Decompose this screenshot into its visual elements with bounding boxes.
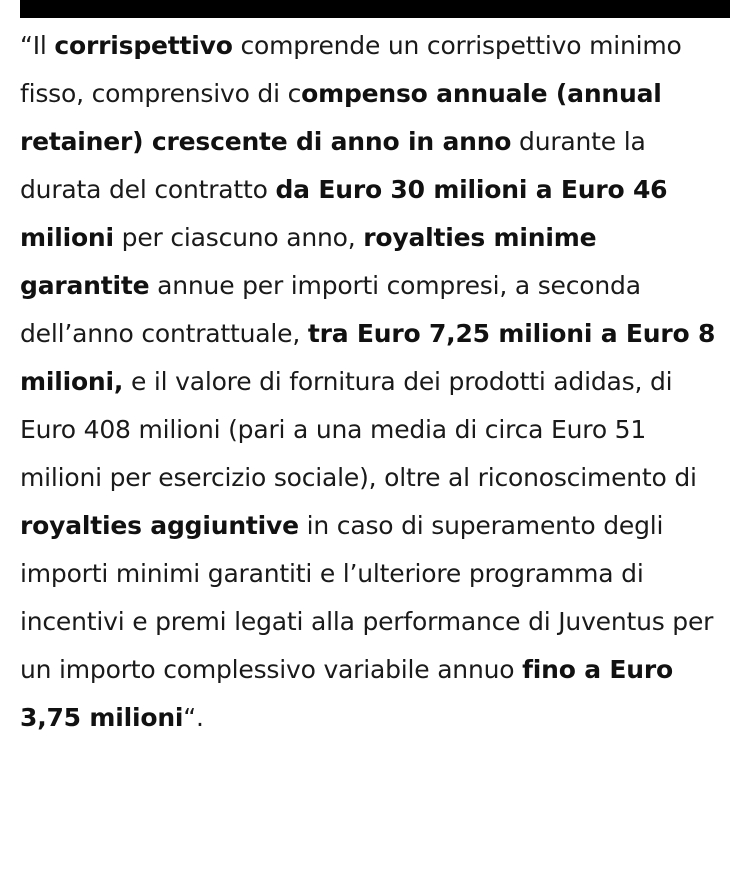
- quote-bold-segment: royalties aggiuntive: [20, 511, 299, 540]
- quote-text-segment: e il valore di fornitura dei prodotti adidas, di Euro 408 milioni (pari a una media di circa Euro 51 milioni per esercizio sociale), oltre al riconoscimento di: [20, 367, 697, 492]
- top-black-bar: [20, 0, 730, 18]
- quote-paragraph: [20, 22, 732, 742]
- quote-bold-segment: da Euro 30 milioni a Euro 46 milioni: [20, 175, 668, 252]
- quote-text-segment: comprende un corrispettivo minimo fisso, comprensivo di c: [20, 31, 682, 108]
- quote-bold-segment: ompenso annuale (annual retainer) crescente di anno in anno: [20, 79, 662, 156]
- quote-bold-segment: royalties minime garantite: [20, 223, 597, 300]
- quote-text-segment: “Il: [20, 31, 55, 60]
- quote-text-segment: “.: [183, 703, 204, 732]
- quote-bold-segment: fino a Euro 3,75 milioni: [20, 655, 673, 732]
- quote-text-segment: per ciascuno anno,: [113, 223, 364, 252]
- quote-text-segment: in caso di superamento degli importi minimi garantiti e l’ulteriore programma di incentivi e premi legati alla performance di Juventus per un importo complessivo variabile annuo: [20, 511, 714, 684]
- quote-bold-segment: tra Euro 7,25 milioni a Euro 8 milioni,: [20, 319, 716, 396]
- quote-bold-segment: corrispettivo: [54, 31, 233, 60]
- quote-text-segment: durante la durata del contratto: [20, 127, 646, 204]
- quote-text-segment: annue per importi compresi, a seconda dell’anno contrattuale,: [20, 271, 641, 348]
